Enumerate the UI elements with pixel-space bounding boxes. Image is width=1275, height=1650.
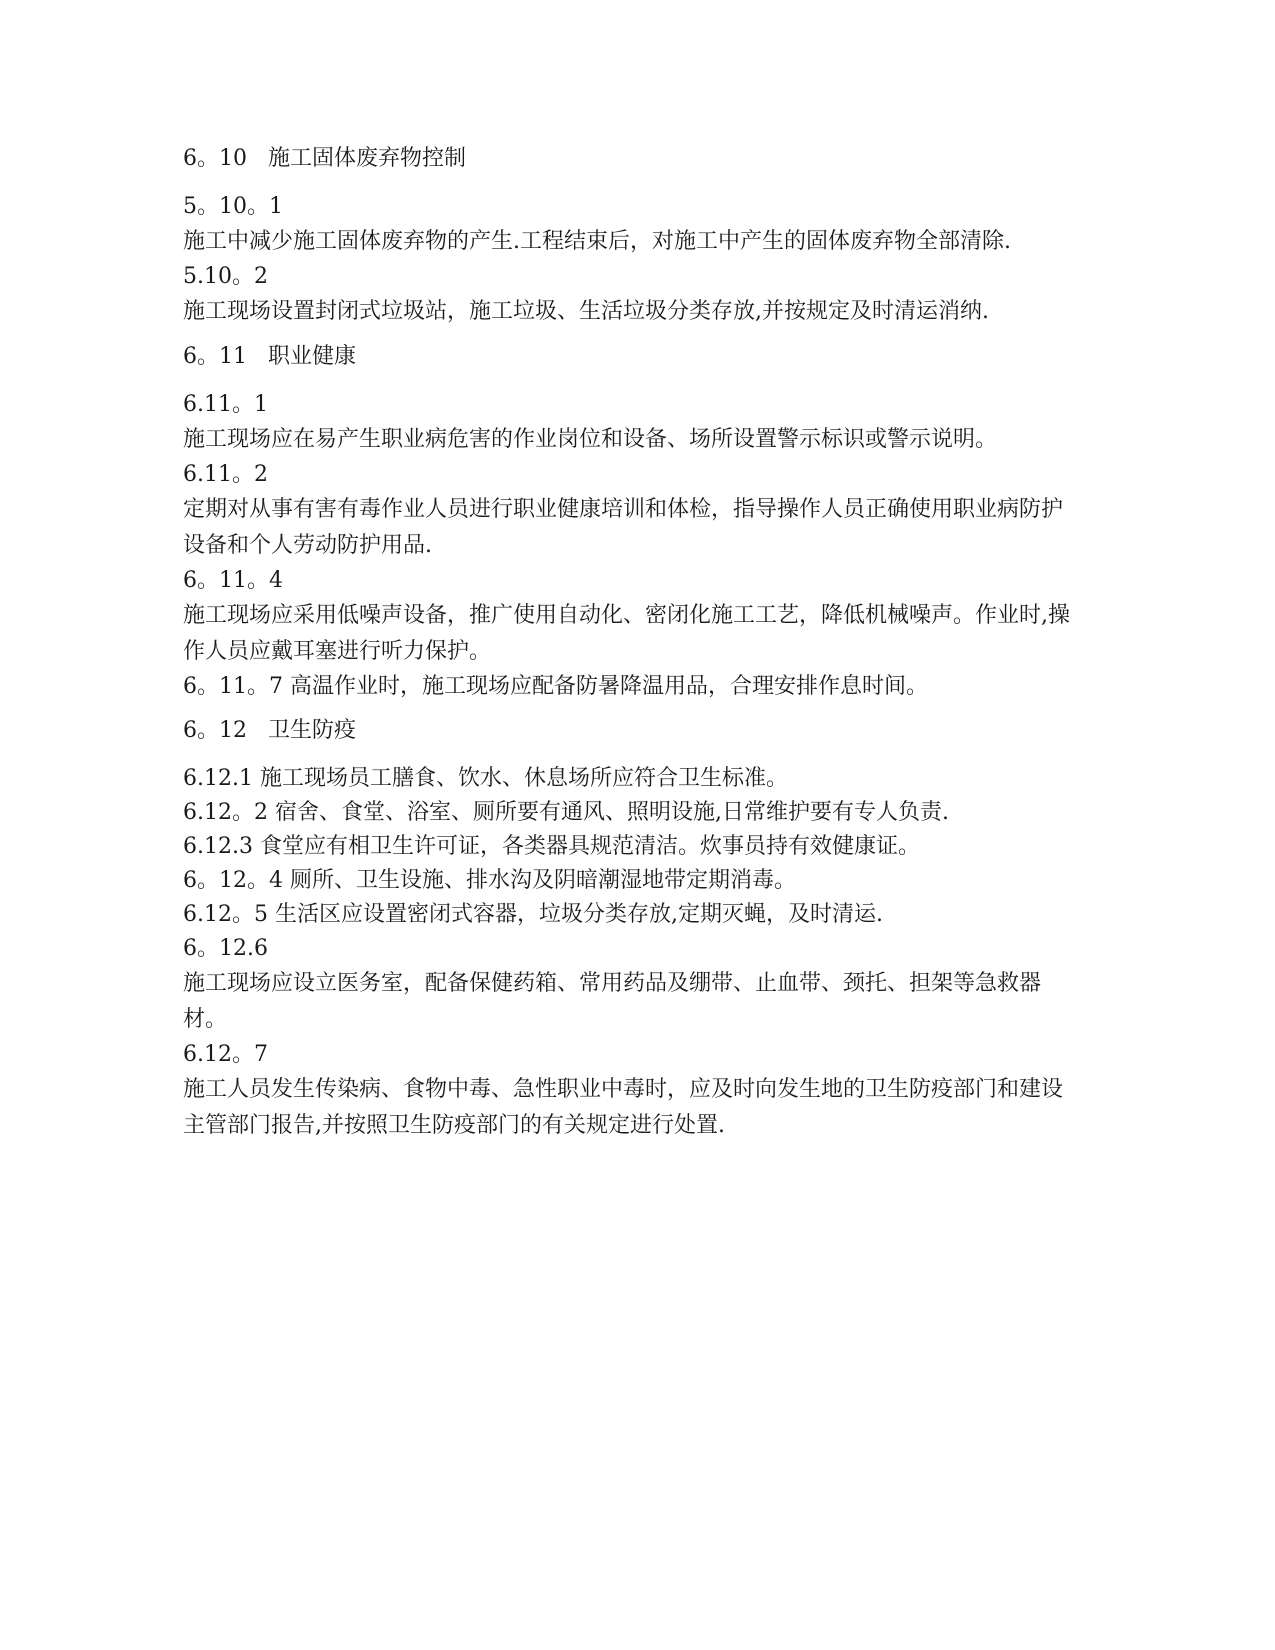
section-heading-6-11: 6。11 职业健康 — [183, 344, 356, 369]
section-heading-6-10: 6。10 施工固体废弃物控制 — [183, 146, 466, 171]
clause-number: 5。10。1 — [183, 194, 283, 219]
clause-number: 6.11。1 — [183, 392, 268, 417]
clause-text: 定期对从事有害有毒作业人员进行职业健康培训和体检，指导操作人员正确使用职业病防护设备和个人劳动防护用品. — [183, 497, 1064, 558]
clause-inline: 6.12.3 食堂应有相卫生许可证，各类器具规范清洁。炊事员持有效健康证。 — [183, 834, 920, 859]
clause-inline: 6.12.1 施工现场员工膳食、饮水、休息场所应符合卫生标准。 — [183, 766, 788, 791]
clause-number: 6。11。4 — [183, 568, 283, 593]
clause-text: 施工现场应采用低噪声设备，推广使用自动化、密闭化施工工艺，降低机械噪声。作业时,操作人员应戴耳塞进行听力保护。 — [183, 603, 1070, 664]
clause-inline: 6.12。2 宿舍、食堂、浴室、厕所要有通风、照明设施,日常维护要有专人负责. — [183, 800, 949, 825]
clause-inline: 6。12。4 厕所、卫生设施、排水沟及阴暗潮湿地带定期消毒。 — [183, 868, 796, 893]
clause-number: 6.12。7 — [183, 1042, 268, 1067]
document-page — [183, 142, 1083, 1144]
clause-text: 施工中减少施工固体废弃物的产生.工程结束后，对施工中产生的固体废弃物全部清除. — [183, 229, 1011, 254]
clause-number: 6.11。2 — [183, 462, 268, 487]
clause-text: 施工人员发生传染病、食物中毒、急性职业中毒时，应及时向发生地的卫生防疫部门和建设主管部门报告,并按照卫生防疫部门的有关规定进行处置. — [183, 1077, 1064, 1138]
clause-inline: 6.12。5 生活区应设置密闭式容器，垃圾分类存放,定期灭蝇，及时清运. — [183, 902, 883, 927]
clause-number: 6。12.6 — [183, 936, 268, 961]
clause-number: 5.10。2 — [183, 264, 268, 289]
section-heading-6-12: 6。12 卫生防疫 — [183, 718, 356, 743]
clause-text: 施工现场应在易产生职业病危害的作业岗位和设备、场所设置警示标识或警示说明。 — [183, 427, 998, 452]
clause-inline: 6。11。7 高温作业时，施工现场应配备防暑降温用品，合理安排作息时间。 — [183, 674, 928, 699]
clause-text: 施工现场设置封闭式垃圾站，施工垃圾、生活垃圾分类存放,并按规定及时清运消纳. — [183, 299, 989, 324]
clause-text: 施工现场应设立医务室，配备保健药箱、常用药品及绷带、止血带、颈托、担架等急救器材。 — [183, 971, 1042, 1032]
